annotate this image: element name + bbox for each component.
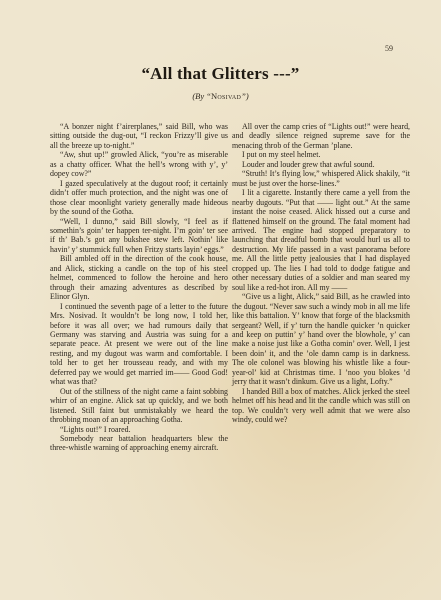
paragraph: All over the camp cries of “Lights out!” were heard, and deadly silence reigned supreme save for the menacing throb of the German ’plane.: [232, 122, 410, 150]
paragraph: “Aw, shut up!” growled Alick, “you’re as miserable as a chatty officer. What the hell’s wrong with y’, y’ dopey cow?”: [50, 150, 228, 179]
paragraph: I gazed speculatively at the dugout roof; it certainly didn’t offer much protection, and the night was one of those clear moonlight variety generally made hideous by the sound of the Gotha.: [50, 178, 228, 217]
text-column-right: [232, 122, 410, 425]
paragraph: “Give us a light, Alick,” said Bill, as he crawled into the dugout. “Never saw such a windy mob in all me life like this battalion. Y’ know that forge of the blacksmith sergeant? Well, if y’ turn the handle quicker ’n quicker and keep on puttin’ y’ hand over the blowhole, y’ can make a noise just like a Gotha comin’ over. Well, I jest been doin’ it, and the ’ole damn camp is in darkness. The ole colonel was blowing his whistle like a four-year-ol’ kid at Christmas time. I ’noo you blokes ’d jerry that it wasn’t dinkum. Give us a light, Lofty.”: [232, 292, 410, 387]
story-title: “All that Glitters ---”: [141, 64, 300, 83]
paragraph: Out of the stillness of the night came a faint sobbing whirr of an engine. Alick sat up quickly, and we both listened. Still faint but unmistakably we heard the throbbing moan of an approaching Gotha.: [50, 386, 228, 425]
paragraph: Louder and louder grew that awful sound.: [242, 159, 375, 169]
paragraph: Somebody near battalion headquarters blew the three-whistle warning of approaching enemy aircraft.: [50, 433, 228, 453]
byline: [0, 91, 441, 101]
byline-suffix: ”): [241, 91, 249, 101]
paragraph: “Lights out!” I roared.: [60, 424, 131, 434]
paragraph: Bill ambled off in the direction of the cook house, and Alick, sticking a candle on the top of his steel helmet, commenced to follow the heroine and hero through their amazing adventures as described by Elinor Glyn.: [50, 254, 228, 302]
paragraph: I put on my steel helmet.: [242, 150, 321, 160]
paragraph: I lit a cigarette. Instantly there came a yell from the nearby dugouts. “Put that —— light out.” At the same instant the noise ceased. Alick hissed out a curse and flattened himself on the ground. The fatal moment had arrived. The engine had stopped preparatory to launching that dreadful bomb that would hurl us all to destruction. My life passed in a vast panorama before me. All the little petty jealousies that I had displayed cropped up. The lies I had told to dodge fatigue and other necessary duties of a soldier and man seared my soul like a red-hot iron. All my ——: [232, 188, 410, 292]
paragraph: “Well, I dunno,” said Bill slowly, “I feel as if somethin’s goin’ ter happen ter-night. I’m goin’ ter see if th’ Bab.’s got any bukshee stew left. Nothin’ like havin’ y’ stummick full when Fritzy starts layin’ eggs.”: [50, 216, 228, 254]
paragraph: “A bonzer night f’airerplanes,” said Bill, who was sitting outside the dug-out, “I reckon Frizzy’ll give us all the breeze up to-night.”: [50, 122, 228, 150]
byline-prefix: (By “: [192, 91, 211, 101]
paragraph: I handed Bill a box of matches. Alick jerked the steel helmet off his head and lit the candle which was still on top. We couldn’t very well admit that we were also windy, could we?: [232, 386, 410, 425]
paragraph: I continued the seventh page of a letter to the future Mrs. Nosivad. It wouldn’t be long now, I told her, before it was all over; we had rumours daily that Germany was starving and Austria was suing for a separate peace. At present we were out of the line resting, and my dugout was warm and comfortable. I told her to get her trousseau ready, and with my deferred pay we would get married im—— Good God! what was that?: [50, 301, 228, 387]
paragraph: “Struth! It’s flying low,” whispered Alick shakily, “it must be just over the horse-lines.”: [232, 169, 410, 188]
page-number: 59: [385, 44, 393, 53]
text-column-left: [50, 122, 228, 453]
byline-author: Nosivad: [210, 91, 242, 101]
